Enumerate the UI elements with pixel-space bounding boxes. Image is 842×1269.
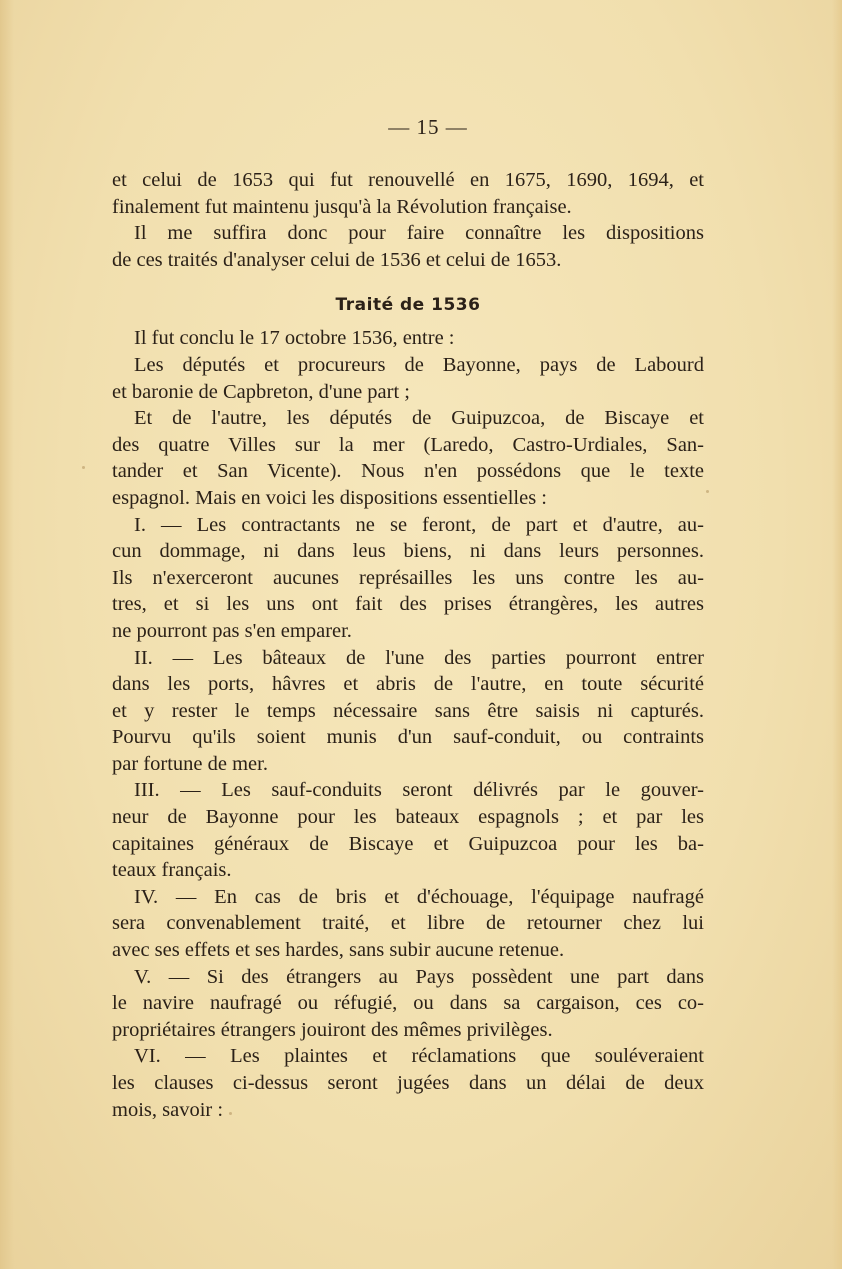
paragraph-first-party	[112, 352, 704, 405]
text-line: et y rester le temps nécessaire sans être saisis ni capturés.	[112, 699, 704, 722]
text-line: neur de Bayonne pour les bateaux espagnols ; et par les	[112, 806, 704, 829]
paper-left-edge	[0, 0, 14, 1269]
text-line: sera convenablement traité, et libre de retourner chez lui	[112, 912, 704, 935]
text-line: Pourvu qu'ils soient munis d'un sauf-conduit, ou contraints	[112, 726, 704, 749]
text-line: tander et San Vicente). Nous n'en possédons que le texte	[112, 460, 704, 483]
text-line: finalement fut maintenu jusqu'à la Révolution française.	[112, 195, 572, 218]
paper-right-edge	[832, 0, 842, 1269]
article-1	[112, 512, 704, 645]
paper-speck	[82, 466, 85, 469]
text-line: dans les ports, hâvres et abris de l'autre, en toute sécurité	[112, 673, 704, 696]
text-line: propriétaires étrangers jouiront des mêmes privilèges.	[112, 1018, 553, 1041]
article-6	[112, 1043, 704, 1123]
text-line: Il me suffira donc pour faire connaître les dispositions	[134, 222, 704, 245]
text-line: III. — Les sauf-conduits seront délivrés par le gouver-	[134, 779, 704, 802]
text-line: par fortune de mer.	[112, 752, 268, 775]
text-line: tres, et si les uns ont fait des prises étrangères, les autres	[112, 593, 704, 616]
article-5	[112, 964, 704, 1044]
paragraph-second-party	[112, 405, 704, 511]
article-3	[112, 777, 704, 883]
text-line: Il fut conclu le 17 octobre 1536, entre :	[134, 327, 455, 350]
text-line: et celui de 1653 qui fut renouvellé en 1675, 1690, 1694, et	[112, 169, 704, 191]
article-4	[112, 884, 704, 964]
text-line: cun dommage, ni dans leus biens, ni dans leurs personnes.	[112, 540, 704, 563]
text-line: II. — Les bâteaux de l'une des parties pourront entrer	[134, 646, 704, 669]
text-line: Ils n'exerceront aucunes représailles les uns contre les au-	[112, 566, 704, 589]
text-line: I. — Les contractants ne se feront, de part et d'autre, au-	[134, 513, 704, 536]
article-2	[112, 645, 704, 778]
text-line: des quatre Villes sur la mer (Laredo, Castro-Urdiales, San-	[112, 433, 704, 456]
text-line: Et de l'autre, les députés de Guipuzcoa, de Biscaye et	[134, 407, 704, 430]
intro-paragraph	[112, 167, 704, 273]
text-line: IV. — En cas de bris et d'échouage, l'équipage naufragé	[134, 885, 704, 908]
text-line: teaux français.	[112, 859, 232, 882]
page-number: — 15 —	[388, 115, 468, 139]
book-page	[112, 114, 704, 1123]
text-line: de ces traités d'analyser celui de 1536 et celui de 1653.	[112, 248, 562, 271]
section-heading: Traité de 1536	[335, 295, 481, 316]
text-line: espagnol. Mais en voici les dispositions essentielles :	[112, 486, 548, 509]
text-line: avec ses effets et ses hardes, sans subir aucune retenue.	[112, 939, 565, 962]
text-line: et baronie de Capbreton, d'une part ;	[112, 380, 410, 403]
text-line: le navire naufragé ou réfugié, ou dans sa cargaison, ces co-	[112, 992, 704, 1015]
text-line: V. — Si des étrangers au Pays possèdent une part dans	[134, 965, 704, 988]
text-line: capitaines généraux de Biscaye et Guipuzcoa pour les ba-	[112, 832, 704, 855]
text-line: mois, savoir :	[112, 1098, 224, 1121]
paragraph-intro-date	[112, 325, 704, 352]
text-line: Les députés et procureurs de Bayonne, pays de Labourd	[134, 353, 704, 376]
page-body	[112, 167, 704, 1123]
text-line: ne pourront pas s'en emparer.	[112, 619, 352, 642]
text-line: les clauses ci-dessus seront jugées dans un délai de deux	[112, 1072, 704, 1094]
paper-speck	[706, 490, 709, 493]
text-line: VI. — Les plaintes et réclamations que souléveraient	[134, 1045, 704, 1068]
